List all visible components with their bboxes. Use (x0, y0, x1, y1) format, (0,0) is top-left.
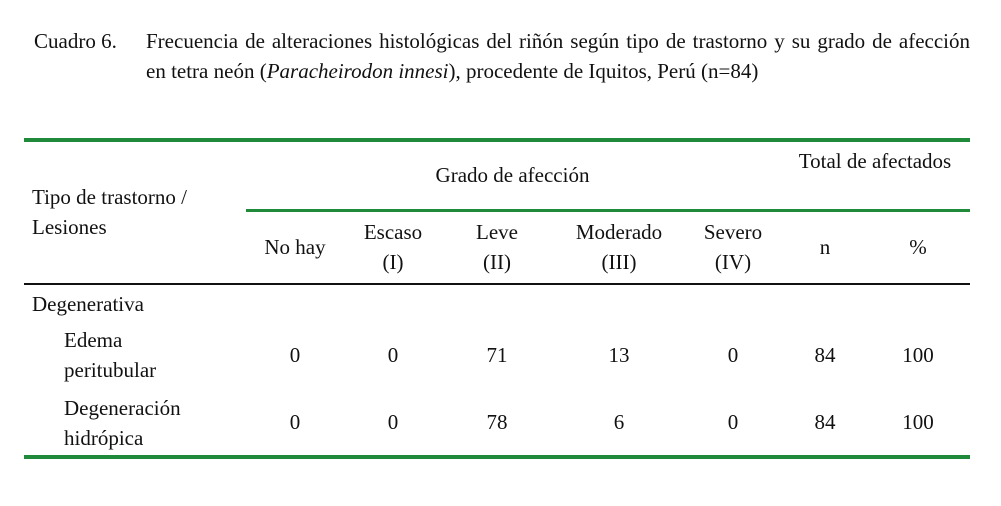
col-header-pct: % (909, 235, 927, 259)
group-header-total: Total de afectados (798, 149, 952, 173)
cell-moderate: 13 (608, 343, 630, 367)
col-header-n: n (819, 235, 831, 259)
col-header-severe: Severo (IV) (703, 220, 763, 274)
cell-scarce: 0 (387, 410, 399, 434)
row-label: Edema peritubular (64, 328, 157, 382)
group-header-degree: Grado de afección (435, 163, 590, 187)
col-header-scarce: Escaso (I) (363, 220, 423, 274)
col-header-mild: Leve (II) (476, 220, 518, 274)
cell-scarce: 0 (387, 343, 399, 367)
cell-severe: 0 (727, 343, 739, 367)
caption-text-after: ), procedente de Iquitos, Perú (n=84) (448, 59, 759, 83)
table-bottom-rule (24, 455, 970, 459)
table-top-rule (24, 138, 970, 142)
species-name: Paracheirodon innesi (266, 59, 449, 83)
cell-none: 0 (289, 343, 301, 367)
cell-none: 0 (289, 410, 301, 434)
category-label: Degenerativa (32, 292, 144, 316)
col-header-moderate: Moderado (III) (575, 220, 663, 274)
cell-mild: 71 (486, 343, 508, 367)
header-bottom-rule (24, 283, 970, 285)
caption-text-before: Frecuencia de alteraciones histológicas del riñón según tipo de trastorno y su grado de afección en tetra neón ( (146, 29, 970, 83)
table-caption (146, 26, 970, 86)
row-label: Degeneración hidrópica (64, 396, 181, 450)
col-header-none: No hay (264, 235, 326, 259)
cell-moderate: 6 (613, 410, 625, 434)
cell-n: 84 (814, 343, 836, 367)
cell-pct: 100 (902, 343, 934, 367)
cell-pct: 100 (902, 410, 934, 434)
cell-n: 84 (814, 410, 836, 434)
row-header: Tipo de trastorno / Lesiones (32, 185, 187, 239)
cell-mild: 78 (486, 410, 508, 434)
group-divider-rule (246, 209, 970, 212)
table-caption-label: Cuadro 6. (34, 29, 117, 53)
cell-severe: 0 (727, 410, 739, 434)
